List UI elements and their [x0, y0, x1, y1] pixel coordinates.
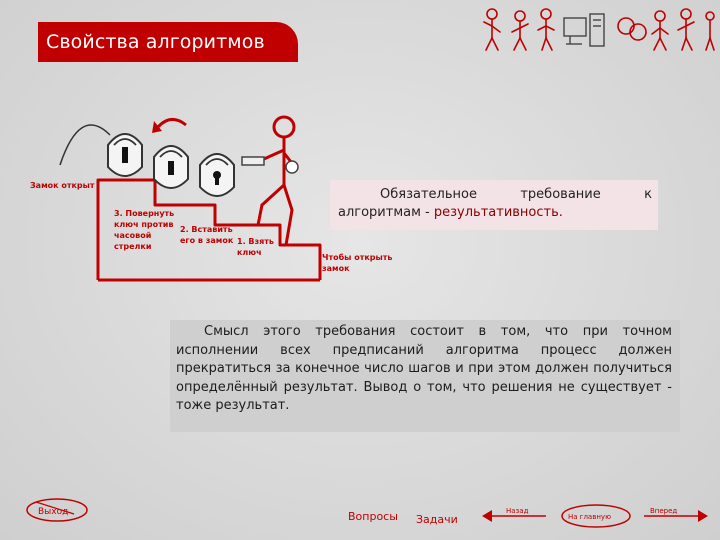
- tasks-link[interactable]: Задачи: [416, 513, 458, 526]
- stick-figures-decoration: [478, 4, 718, 56]
- requirement-text: [338, 186, 652, 222]
- label-step2-l2: его в замок: [180, 236, 234, 245]
- label-step2-l1: 2. Вставить: [180, 225, 233, 234]
- req-word-2: требование: [520, 187, 601, 202]
- label-step1-l1: 1. Взять: [237, 237, 274, 246]
- label-goal-l1: Чтобы открыть: [322, 253, 393, 262]
- req-line2-prefix: алгоритмам -: [338, 205, 434, 220]
- req-highlight: результативность.: [433, 205, 563, 220]
- label-goal-l2: замок: [322, 264, 350, 273]
- back-label: Назад: [506, 507, 529, 515]
- back-button[interactable]: [480, 502, 550, 530]
- home-label: На главную: [568, 513, 611, 521]
- exit-button[interactable]: [22, 492, 92, 528]
- label-step3-l1: 3. Повернуть: [114, 209, 175, 218]
- home-button[interactable]: [558, 500, 634, 532]
- slide-title: Свойства алгоритмов: [46, 31, 265, 53]
- label-step3-l2: ключ против: [114, 220, 174, 229]
- body-text: Смысл этого требования состоит в том, что при точном исполнении всех предписаний алгоритма процесс должен прекратиться за конечное число шагов и при этом должен получиться определённый результат. Вывод о том, что решения не существует - тоже результат.: [176, 324, 672, 413]
- label-lock-open: Замок открыт: [30, 181, 95, 190]
- forward-button[interactable]: [640, 502, 710, 530]
- req-word-3: к: [644, 187, 652, 202]
- label-step1-l2: ключ: [237, 248, 262, 257]
- label-step3-l4: стрелки: [114, 242, 152, 251]
- exit-label: Выход: [38, 507, 69, 517]
- forward-label: Вперед: [650, 507, 678, 515]
- label-step3-l3: часовой: [114, 231, 152, 240]
- questions-link[interactable]: Вопросы: [348, 510, 398, 523]
- req-word-1: Обязательное: [380, 187, 477, 202]
